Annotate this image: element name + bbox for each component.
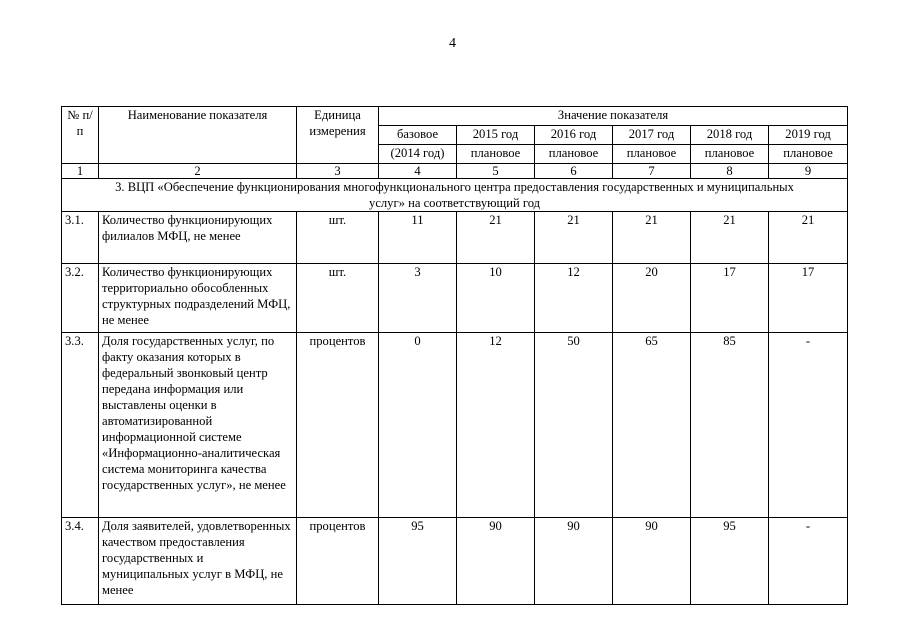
page-number: 4 — [449, 36, 456, 51]
indicator-value: 50 — [535, 333, 613, 518]
indicator-value: 21 — [691, 212, 769, 264]
header-col-name: Наименование показателя — [99, 107, 297, 164]
column-number: 5 — [457, 164, 535, 179]
indicator-unit: процентов — [297, 333, 379, 518]
table-row — [62, 518, 848, 605]
column-number: 3 — [297, 164, 379, 179]
indicator-value: 17 — [769, 264, 848, 333]
header-year: 2017 год — [613, 126, 691, 145]
row-number: 3.2. — [62, 264, 99, 333]
indicator-value: 3 — [379, 264, 457, 333]
indicator-value: 12 — [457, 333, 535, 518]
indicator-unit: шт. — [297, 264, 379, 333]
indicator-value: 95 — [691, 518, 769, 605]
column-number: 4 — [379, 164, 457, 179]
header-year: 2019 год — [769, 126, 848, 145]
header-sub: (2014 год) — [379, 145, 457, 164]
indicator-unit: процентов — [297, 518, 379, 605]
header-sub: плановое — [691, 145, 769, 164]
indicator-value: 17 — [691, 264, 769, 333]
header-year: 2018 год — [691, 126, 769, 145]
column-number: 1 — [62, 164, 99, 179]
column-number: 2 — [99, 164, 297, 179]
indicator-value: 95 — [379, 518, 457, 605]
header-year: 2016 год — [535, 126, 613, 145]
indicator-value: 65 — [613, 333, 691, 518]
column-number: 6 — [535, 164, 613, 179]
indicator-value: 21 — [613, 212, 691, 264]
indicator-unit: шт. — [297, 212, 379, 264]
column-number: 8 — [691, 164, 769, 179]
indicators-table — [61, 106, 848, 605]
indicator-name: Доля заявителей, удовлетворенных качеством предоставления государственных и муниципальных услуг в МФЦ, не менее — [99, 518, 297, 605]
header-year: 2015 год — [457, 126, 535, 145]
indicator-value: - — [769, 333, 848, 518]
header-col-num: № п/п — [62, 107, 99, 164]
indicator-name: Доля государственных услуг, по факту оказания которых в федеральный звонковый центр передана информация или выставлены оценки в автоматизированной информационной системе «Информационно-аналитическая система мониторинга качества государственных услуг», не менее — [99, 333, 297, 518]
indicator-value: 10 — [457, 264, 535, 333]
header-sub: плановое — [769, 145, 848, 164]
indicator-value: 90 — [535, 518, 613, 605]
header-sub: плановое — [535, 145, 613, 164]
table-row — [62, 264, 848, 333]
row-number: 3.1. — [62, 212, 99, 264]
table-row — [62, 333, 848, 518]
indicator-value: 20 — [613, 264, 691, 333]
column-number: 7 — [613, 164, 691, 179]
column-number: 9 — [769, 164, 848, 179]
indicator-value: - — [769, 518, 848, 605]
header-col-value: Значение показателя — [379, 107, 848, 126]
indicator-value: 21 — [535, 212, 613, 264]
indicator-value: 90 — [613, 518, 691, 605]
indicator-value: 90 — [457, 518, 535, 605]
header-sub: плановое — [613, 145, 691, 164]
row-number: 3.3. — [62, 333, 99, 518]
indicator-value: 11 — [379, 212, 457, 264]
indicator-value: 21 — [769, 212, 848, 264]
indicator-value: 85 — [691, 333, 769, 518]
row-number: 3.4. — [62, 518, 99, 605]
header-sub: плановое — [457, 145, 535, 164]
table-row — [62, 212, 848, 264]
indicator-name: Количество функционирующих территориально обособленных структурных подразделений МФЦ, не менее — [99, 264, 297, 333]
section-title: 3. ВЦП «Обеспечение функционирования многофункционального центра предоставления государственных и муниципальных услуг» на соответствующий год — [62, 179, 848, 212]
header-col-unit: Единица измерения — [297, 107, 379, 164]
indicator-value: 0 — [379, 333, 457, 518]
indicator-value: 21 — [457, 212, 535, 264]
header-year: базовое — [379, 126, 457, 145]
indicator-value: 12 — [535, 264, 613, 333]
indicator-name: Количество функционирующих филиалов МФЦ, не менее — [99, 212, 297, 264]
